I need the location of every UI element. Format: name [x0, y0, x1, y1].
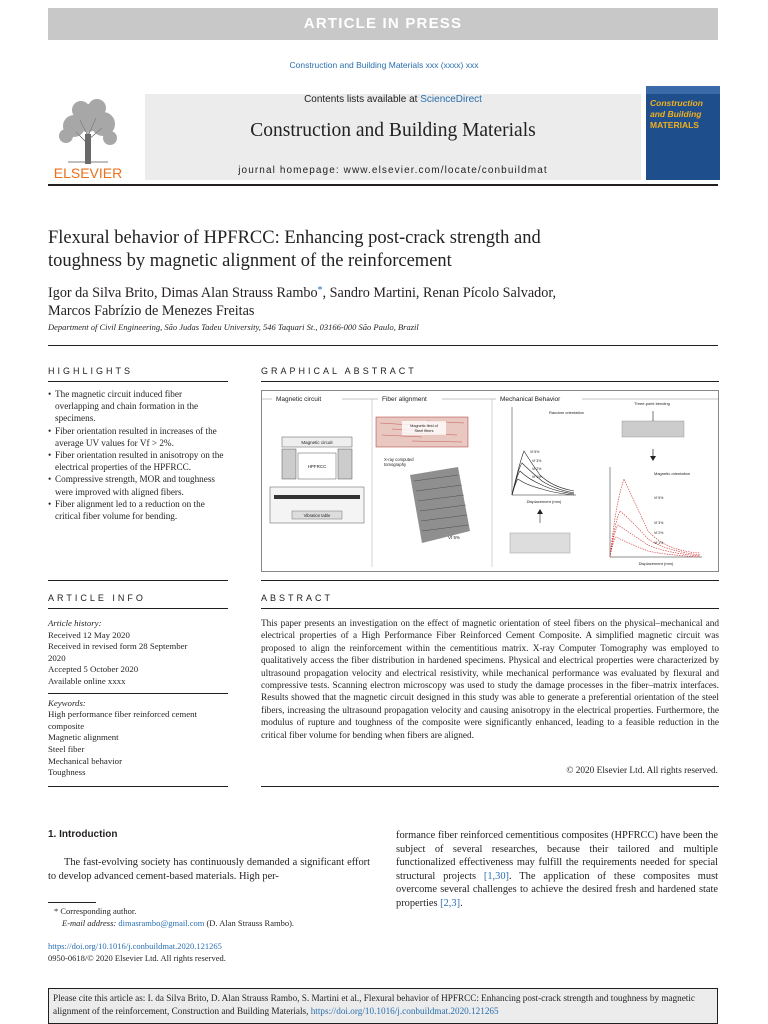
footnote [48, 906, 370, 929]
journal-reference[interactable]: Construction and Building Materials xxx (xxxx) xxx [289, 60, 479, 70]
footnote-rule [48, 902, 96, 903]
article-title [48, 227, 648, 273]
ga-label: Magnetic field of [410, 424, 438, 428]
graphical-abstract-figure[interactable] [261, 390, 719, 572]
abstract-heading: ABSTRACT [261, 593, 334, 603]
section-rule [261, 580, 719, 581]
keyword: Toughness [48, 767, 86, 778]
intro-text: The fast-evolving society has continuously demanded a significant effort to develop advanced cement-based materials. High per- [48, 857, 370, 882]
elsevier-logo[interactable] [48, 92, 128, 182]
journal-cover[interactable] [646, 86, 720, 180]
contents-lists [145, 94, 641, 105]
ga-panel-title: Magnetic circuit [276, 396, 322, 403]
ga-series-label: Vf 3% [532, 459, 542, 463]
highlight-item: • The magnetic circuit induced fiber overlapping and chain formation in the specimens. [48, 388, 228, 425]
highlight-item: • Fiber alignment led to a reduction on the critical fiber volume for bending. [48, 498, 228, 522]
email-label: E-mail address: [62, 917, 119, 928]
article-in-press-banner: ARTICLE IN PRESS [48, 8, 718, 40]
article-info [48, 618, 228, 779]
corresponding-author-mark[interactable]: * [317, 285, 323, 296]
down-arrow-icon [650, 456, 656, 461]
ga-label: tomography [384, 462, 407, 467]
highlight-item: • Fiber orientation resulted in increases of the average UV values for Vf > 2%. [48, 425, 228, 449]
highlight-item: • Fiber orientation resulted in anisotropy on the electrical properties of the HPFRCC. [48, 449, 228, 473]
corresponding-label: Corresponding author. [60, 906, 137, 916]
keyword: High performance fiber reinforced cement [48, 709, 197, 720]
ga-label: X-ray computed [384, 457, 414, 462]
highlights-list [48, 388, 228, 522]
ga-axis-label: Displacement (mm) [638, 561, 674, 566]
abstract-rule [261, 608, 719, 609]
author-names[interactable]: , Sandro Martini, Renan Pícolo Salvador, [322, 285, 557, 301]
history-item: Received in revised form 28 September [48, 641, 188, 652]
keyword: Steel fiber [48, 743, 85, 754]
magnet-block [282, 449, 296, 479]
ga-series-label: Vf 3% [654, 521, 664, 525]
ga-label: Steel fibers [414, 429, 434, 433]
sciencedirect-link[interactable]: ScienceDirect [420, 94, 482, 105]
intro-paragraph-col1 [48, 856, 370, 883]
author-names[interactable]: Igor da Silva Brito, Dimas Alan Strauss Rambo [48, 285, 318, 301]
ga-series-label: Vf 2% [654, 531, 664, 535]
history-label: Article history: [48, 618, 102, 628]
intro-paragraph-col2 [396, 829, 718, 910]
doi-link[interactable]: https://doi.org/10.1016/j.conbuildmat.2020.121265 [48, 941, 222, 951]
ga-panel-title: Mechanical Behavior [500, 396, 561, 403]
cover-title-line: MATERIALS [650, 120, 699, 130]
section-rule [48, 580, 228, 581]
doi-block [48, 941, 388, 964]
history-item: Received 12 May 2020 [48, 629, 130, 640]
cite-box [48, 988, 718, 1024]
article-title-line: Flexural behavior of HPFRCC: Enhancing post-crack strength and [48, 228, 541, 248]
cover-title-line: Construction [650, 98, 703, 108]
front-matter-rule [261, 786, 719, 787]
abstract-copyright: © 2020 Elsevier Ltd. All rights reserved. [566, 766, 718, 776]
ga-series-label: Vf 2% [532, 467, 542, 471]
random-orientation-chart [512, 407, 584, 504]
history-item: Accepted 5 October 2020 [48, 664, 139, 675]
intro-text: . The application of these composites must overcome several challenges to achieve the desired fresh and hardened state properties [396, 870, 719, 909]
front-matter-rule [48, 786, 228, 787]
authors [48, 282, 648, 320]
magnet-block [338, 449, 352, 479]
graphical-abstract-heading: GRAPHICAL ABSTRACT [261, 366, 417, 376]
highlight-item: • Compressive strength, MOR and toughness were improved with aligned fibers. [48, 473, 228, 497]
article-info-heading: ARTICLE INFO [48, 593, 146, 603]
ga-label: Random orientation [549, 410, 584, 415]
up-arrow-icon [537, 509, 543, 514]
ga-series-label: Vf 5% [654, 496, 664, 500]
reference-link[interactable]: [2,3] [440, 897, 461, 909]
email-owner: (D. Alan Strauss Rambo). [204, 917, 295, 928]
bending-specimen-image [622, 421, 684, 437]
ct-scan-image [410, 467, 470, 543]
title-rule [48, 345, 718, 346]
issn-line: 0950-0618/© 2020 Elsevier Ltd. All rights reserved. [48, 952, 226, 963]
keywords-label: Keywords: [48, 697, 86, 708]
journal-title[interactable]: Construction and Building Materials [250, 120, 536, 141]
history-item: Available online xxxx [48, 675, 126, 686]
cite-text: Please cite this article as: I. da Silva Brito, D. Alan Strauss Rambo, S. Martini et al., Flexural behavior of HPFRCC: Enhancing post-crack strength and toughness by magnetic alignment of the reinforcement, Construction and Building Materials, [53, 993, 695, 1016]
cover-stripe [646, 86, 720, 94]
article-info-rule [48, 608, 228, 609]
ga-label: HPFRCC [307, 464, 327, 469]
graphical-abstract-svg [262, 391, 718, 571]
history-item: 2020 [48, 652, 66, 663]
introduction-heading: 1. Introduction [48, 829, 118, 840]
contents-prefix: Contents lists available at [304, 94, 421, 105]
keyword: Mechanical behavior [48, 755, 123, 766]
vibration-plate [274, 495, 360, 499]
ga-label: Vibration table [303, 513, 331, 518]
intro-text: formance fiber reinforced cementitious composites (HPFRCC) have been the subject of several researches, because their tailored and multiple functionalized effectiveness may fulfill the requirements needed for special structural projects [396, 830, 718, 882]
email-link[interactable]: dimasrambo@gmail.com [118, 917, 205, 928]
footnote-star: * [54, 906, 61, 916]
author-names[interactable]: Marcos Fabrízio de Menezes Freitas [48, 303, 255, 319]
ga-axis-label: Displacement (mm) [526, 499, 562, 504]
keywords-rule [48, 693, 228, 694]
ga-panel-title: Fiber alignment [382, 396, 427, 403]
reference-link[interactable]: [1,30] [483, 870, 510, 882]
svg-text:ELSEVIER: ELSEVIER [53, 165, 123, 181]
article-title-line: toughness by magnetic alignment of the reinforcement [48, 251, 452, 271]
keyword: Magnetic alignment [48, 732, 119, 743]
highlights-rule [48, 381, 228, 382]
ga-series-label: Vf 1% [532, 475, 542, 479]
ga-series-label: Vf 5% [530, 450, 540, 454]
ga-label: Vf 5% [448, 535, 461, 540]
ga-series-label: Vf 1% [654, 541, 664, 545]
cover-title-line: and Building [650, 109, 702, 119]
specimen-image [510, 533, 570, 553]
magnetic-orientation-chart [610, 467, 702, 566]
journal-homepage[interactable]: journal homepage: www.elsevier.com/locate/conbuildmat [238, 165, 548, 176]
keyword: composite [48, 720, 85, 731]
masthead-rule [48, 184, 718, 186]
highlights-heading: HIGHLIGHTS [48, 366, 134, 376]
affiliation: Department of Civil Engineering, São Judas Tadeu University, 546 Taquari St., 03166-000 São Paulo, Brazil [48, 322, 419, 332]
ga-label: Magnetic orientation [654, 471, 691, 476]
graphical-abstract-rule [261, 381, 719, 382]
ga-label: Three-point bending [634, 401, 670, 406]
elsevier-tree-icon [48, 92, 128, 182]
intro-text: . [460, 897, 463, 909]
abstract-text: This paper presents an investigation on the effect of magnetic orientation of steel fibers on the physical–mechanical and electrical properties of a High Performance Fiber Reinforced Cement Composite. A simplified magnetic circuit was proposed to align the reinforcement within the cementitious matrix. X-ray Computer Tomography was employed to qualitatively access the fiber distribution in hardened specimens. Physical and electrical properties were characterized by ultrasound propagation velocity and electrical resistivity, while mechanical performance was evaluated by flexural and compressive tests. Scanning electron microscopy was used to study the damage processes in the fiber–matrix interfaces. Results showed that the magnetic circuit designed in this study was able to generate a preferential orientation of the steel fibers, increasing the ultrasound propagation velocity and causing anisotropy in the electrical properties. Furthermore, the modulus of rupture and toughness of the composite were significantly enhanced, leading to a feasible reduction in the critical fiber volume for bending when fibers are aligned. [261, 619, 719, 741]
ga-label: Magnetic circuit [301, 440, 333, 445]
cover-title [650, 98, 718, 131]
cite-doi-link[interactable]: https://doi.org/10.1016/j.conbuildmat.2020.121265 [310, 1005, 499, 1016]
